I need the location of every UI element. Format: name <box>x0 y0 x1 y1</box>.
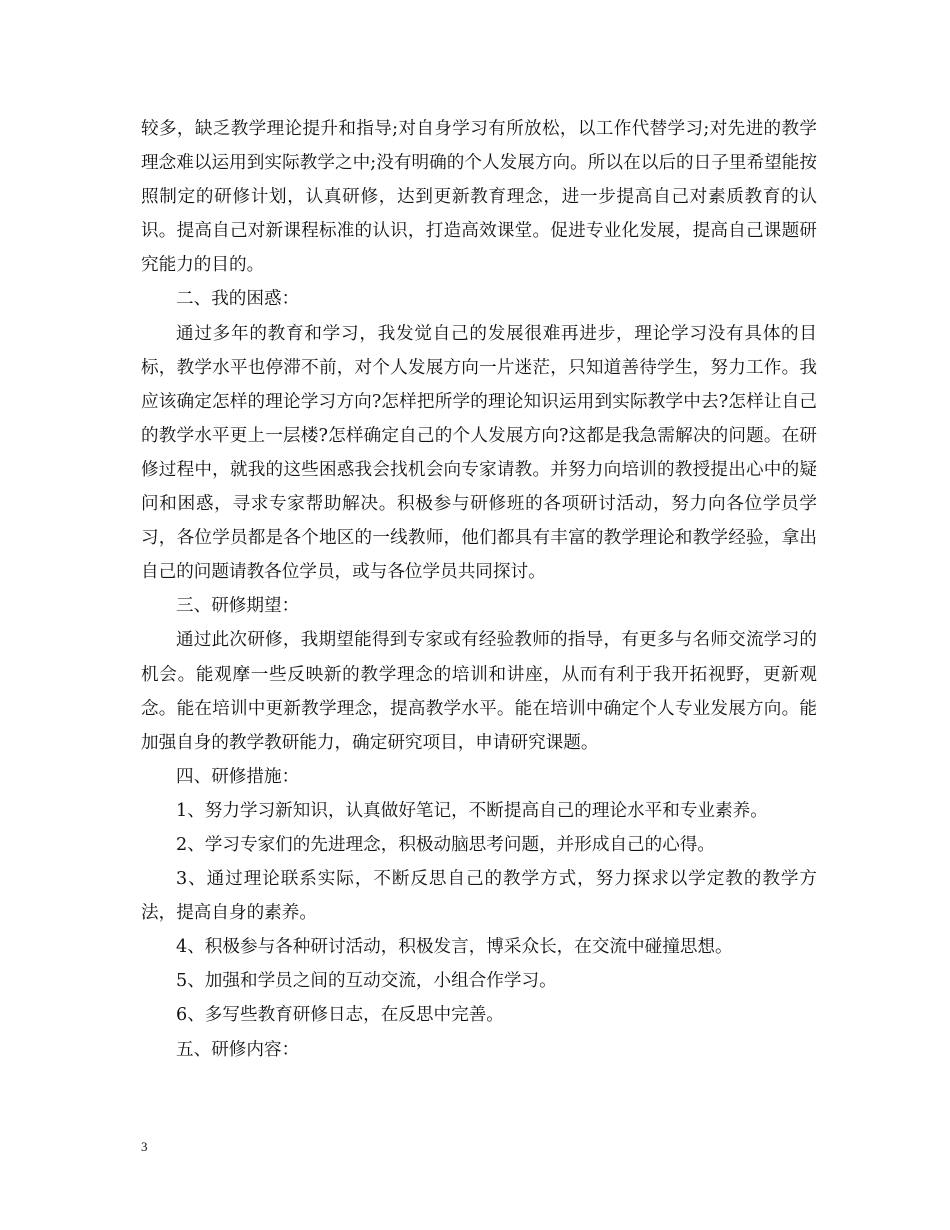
paragraph-confusion: 通过多年的教育和学习，我发觉自己的发展很难再进步，理论学习没有具体的目标，教学水平也停滞不前，对个人发展方向一片迷茫，只知道善待学生，努力工作。我应该确定怎样的理论学习方向?怎样把所学的理论知识运用到实际教学中去?怎样让自己的教学水平更上一层楼?怎样确定自己的个人发展方向?这都是我急需解决的问题。在研修过程中，就我的这些困惑我会找机会向专家请教。并努力向培训的教授提出心中的疑问和困惑，寻求专家帮助解决。积极参与研修班的各项研讨活动，努力向各位学员学习，各位学员都是各个地区的一线教师，他们都具有丰富的教学理论和教学经验，拿出自己的问题请教各位学员，或与各位学员共同探讨。 <box>141 323 817 583</box>
measure-item-4: 4、积极参与各种研讨活动，积极发言，博采众长，在交流中碰撞思想。 <box>176 937 733 958</box>
section-heading-expectation: 三、研修期望： <box>176 596 300 617</box>
section-heading-content: 五、研修内容： <box>176 1039 300 1060</box>
measure-item-5: 5、加强和学员之间的互动交流，小组合作学习。 <box>176 971 557 992</box>
measure-item-1: 1、努力学习新知识，认真做好笔记，不断提高自己的理论水平和专业素养。 <box>176 800 768 821</box>
page-number: 3 <box>141 1139 148 1154</box>
measure-item-3: 3、通过理论联系实际，不断反思自己的教学方式，努力探求以学定教的教学方法，提高自身的素养。 <box>141 869 817 924</box>
document-body <box>141 112 817 1067</box>
section-heading-confusion: 二、我的困惑： <box>176 289 300 310</box>
measure-item-6: 6、多写些教育研修日志，在反思中完善。 <box>176 1005 504 1026</box>
paragraph-continuation: 较多，缺乏教学理论提升和指导;对自身学习有所放松，以工作代替学习;对先进的教学理念难以运用到实际教学之中;没有明确的个人发展方向。所以在以后的日子里希望能按照制定的研修计划，认真研修，达到更新教育理念，进一步提高自己对素质教育的认识。提高自己对新课程标准的认识，打造高效课堂。促进专业化发展，提高自己课题研究能力的目的。 <box>141 119 817 276</box>
measure-item-2: 2、学习专家们的先进理念，积极动脑思考问题，并形成自己的心得。 <box>176 834 716 855</box>
paragraph-expectation: 通过此次研修，我期望能得到专家或有经验教师的指导，有更多与名师交流学习的机会。能观摩一些反映新的教学理念的培训和讲座，从而有利于我开拓视野，更新观念。能在培训中更新教学理念，提高教学水平。能在培训中确定个人专业发展方向。能加强自身的教学教研能力，确定研究项目，申请研究课题。 <box>141 630 817 753</box>
section-heading-measures: 四、研修措施： <box>176 766 300 787</box>
